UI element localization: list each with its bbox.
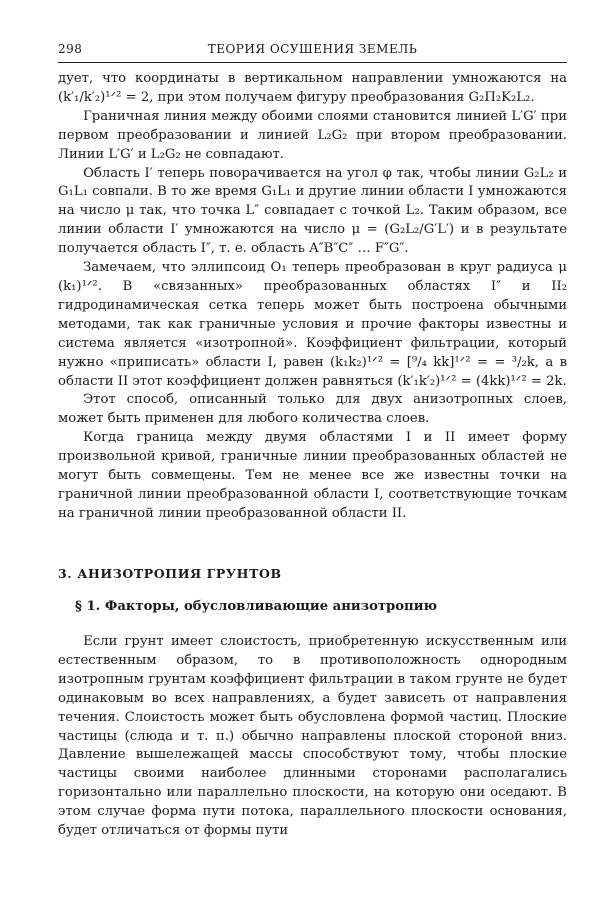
- paragraph: Область I′ теперь поворачивается на угол φ так, чтобы линии G₂L₂ и G₁L₁ совпали. В то же время G₁L₁ и другие линии области I умножаются на число μ так, что точка L″ совпадает с точкой L₂. Таким образом, все линии области I′ умножаются на число μ = (G₂L₂/G′L′) и в результате получается область I″, т. е. область A″B″C″ … F″G″.: [58, 165, 567, 257]
- chapter-heading: 3. АНИЗОТРОПИЯ ГРУНТОВ: [58, 566, 282, 581]
- paragraph: дует, что координаты в вертикальном направлении умножаются на (k′₁/k′₂)¹ᐟ² = 2, при этом получаем фигуру преобразования G₂П₂K₂L₂.: [58, 71, 567, 105]
- section-heading: § 1. Факторы, обусловливающие анизотропию: [75, 599, 438, 614]
- paragraph: Если грунт имеет слоистость, приобретенную искусственным или естественным образом, то в противоположность однородным изотропным грунтам коэффициент фильтрации в таком грунте не будет одинаковым во всех направлениях, а будет зависеть от направления течения. Слоистость может быть обусловлена формой частиц. Плоские частицы (слюда и т. п.) обычно направлены плоской стороной вниз. Давление вышележащей массы способствуют тому, чтобы плоские частицы своими наиболее длинными сторонами располагались горизонтально или параллельно плоскости, на которую они оседают. В этом случае форма пути потока, параллельного плоскости основания, будет отличаться от формы пути: [58, 634, 567, 839]
- paragraph: Граничная линия между обоими слоями становится линией L′G′ при первом преобразовании и линией L₂G₂ при втором преобразовании. Линии L′G′ и L₂G₂ не совпадают.: [58, 108, 567, 162]
- running-header: [58, 40, 567, 63]
- paragraph: Когда граница между двумя областями I и II имеет форму произвольной кривой, граничные линии преобразованных областей не могут быть совмещены. Тем не менее все же известны точки на граничной линии преобразованной области I, соответствующие точкам на граничной линии преобразованной области II.: [58, 430, 567, 521]
- body-text-upper: [58, 70, 567, 524]
- paragraph: Этот способ, описанный только для двух анизотропных слоев, может быть применен для любого количества слоев.: [58, 392, 567, 427]
- body-text-lower: [58, 633, 567, 841]
- page-number: 298: [58, 42, 83, 56]
- paragraph: Замечаем, что эллипсоид O₁ теперь преобразован в круг радиуса μ (k₁)¹ᐟ². В «связанных» преобразованных областях I″ и II₂ гидродинамическая сетка теперь может быть построена обычными методами, так как граничные условия и прочие факторы известны и система является «изотропной». Коэффициент фильтрации, который нужно «приписать» области I, равен (k₁k₂)¹ᐟ² = [⁹/₄ kk]¹ᐟ² = = ³/₂k, а в области II этот коэффициент должен равняться (k′₁k′₂)¹ᐟ² = (4kk)¹ᐟ² = 2k.: [58, 260, 567, 389]
- running-title: ТЕОРИЯ ОСУШЕНИЯ ЗЕМЕЛЬ: [207, 42, 418, 56]
